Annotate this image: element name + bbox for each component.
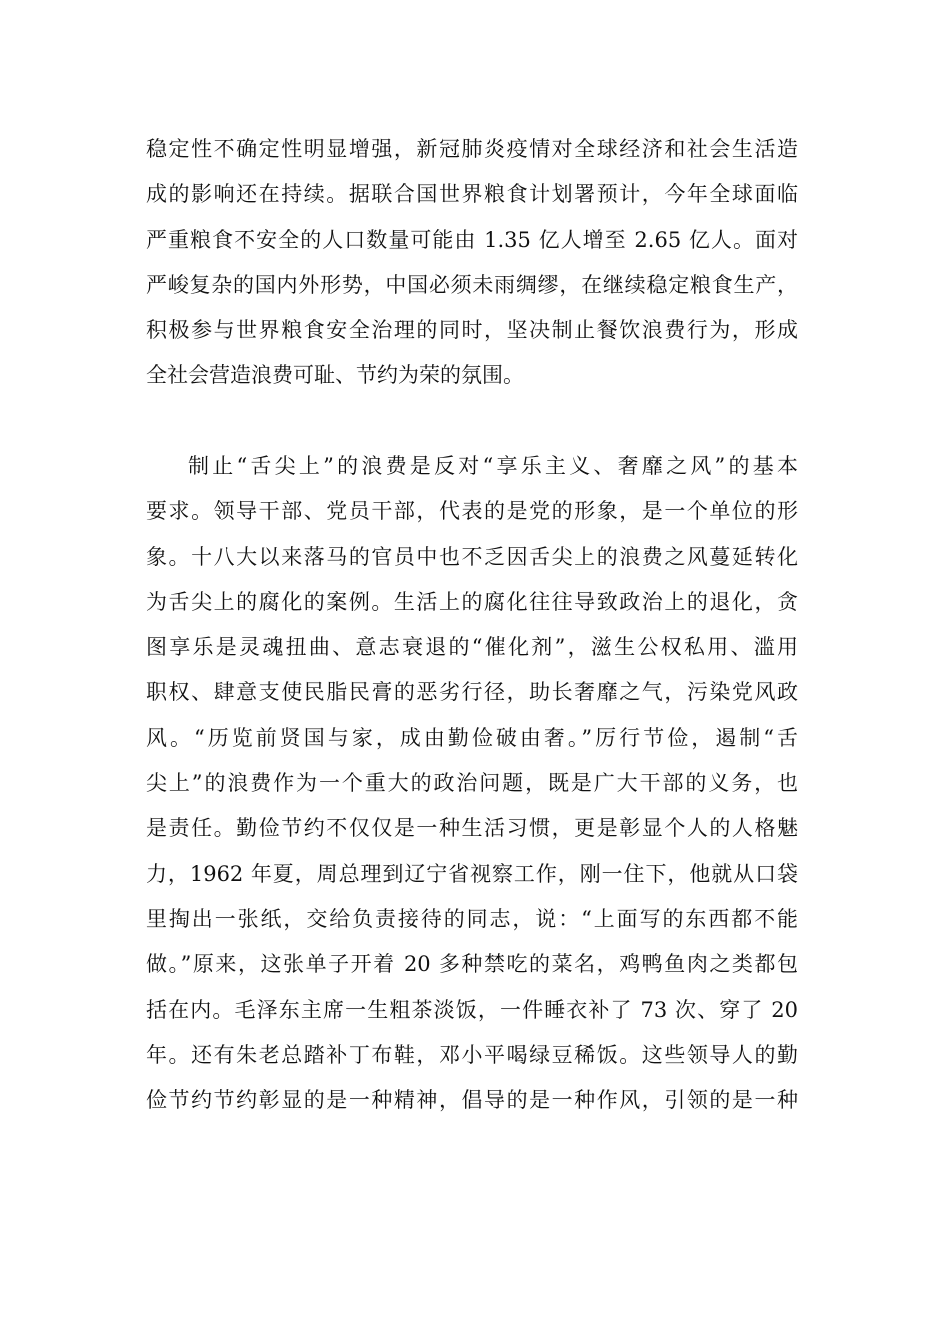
text-line: 稳定性不确定性明显增强，新冠肺炎疫情对全球经济和社会生活造 [146,137,798,161]
text-line: 职权、肆意支使民脂民膏的恶劣行径，助长奢靡之气，污染党风政 [146,680,798,705]
text-line: 尖上”的浪费作为一个重大的政治问题，既是广大干部的义务，也 [146,771,798,796]
text-line: 图享乐是灵魂扭曲、意志衰退的“催化剂”，滋生公权私用、滥用 [146,635,798,660]
text-line: 象。十八大以来落马的官员中也不乏因舌尖上的浪费之风蔓延转化 [146,544,798,569]
text-line: 制止“舌尖上”的浪费是反对“享乐主义、奢靡之风”的基本 [188,454,798,478]
text-line: 积极参与世界粮食安全治理的同时，坚决制止餐饮浪费行为，形成 [146,318,798,343]
text-line: 力，1962 年夏，周总理到辽宁省视察工作，刚一住下，他就从口袋 [146,861,798,886]
text-line: 是责任。勤俭节约不仅仅是一种生活习惯，更是彰显个人的人格魅 [146,816,798,841]
paragraph-2 [146,444,798,1123]
text-line: 做。”原来，这张单子开着 20 多种禁吃的菜名，鸡鸭鱼肉之类都包 [146,952,798,977]
text-line: 为舌尖上的腐化的案例。生活上的腐化往往导致政治上的退化，贪 [146,589,798,614]
text-line: 括在内。毛泽东主席一生粗茶淡饭，一件睡衣补了 73 次、穿了 20 [146,997,798,1022]
text-line: 风。“历览前贤国与家，成由勤俭破由奢。”厉行节俭，遏制“舌 [146,725,798,750]
text-line: 严峻复杂的国内外形势，中国必须未雨绸缪，在继续稳定粮食生产， [146,272,798,297]
text-line: 成的影响还在持续。据联合国世界粮食计划署预计，今年全球面临 [146,182,798,207]
paragraph-1 [146,127,798,399]
text-line: 里掏出一张纸，交给负责接待的同志，说：“上面写的东西都不能 [146,906,798,931]
text-line: 严重粮食不安全的人口数量可能由 1.35 亿人增至 2.65 亿人。面对 [146,227,798,252]
text-line: 年。还有朱老总踏补丁布鞋，邓小平喝绿豆稀饭。这些领导人的勤 [146,1042,798,1067]
text-line: 俭节约节约彰显的是一种精神，倡导的是一种作风，引领的是一种 [146,1088,798,1113]
text-line: 要求。领导干部、党员干部，代表的是党的形象，是一个单位的形 [146,499,798,524]
text-line: 全社会营造浪费可耻、节约为荣的氛围。 [146,363,524,388]
